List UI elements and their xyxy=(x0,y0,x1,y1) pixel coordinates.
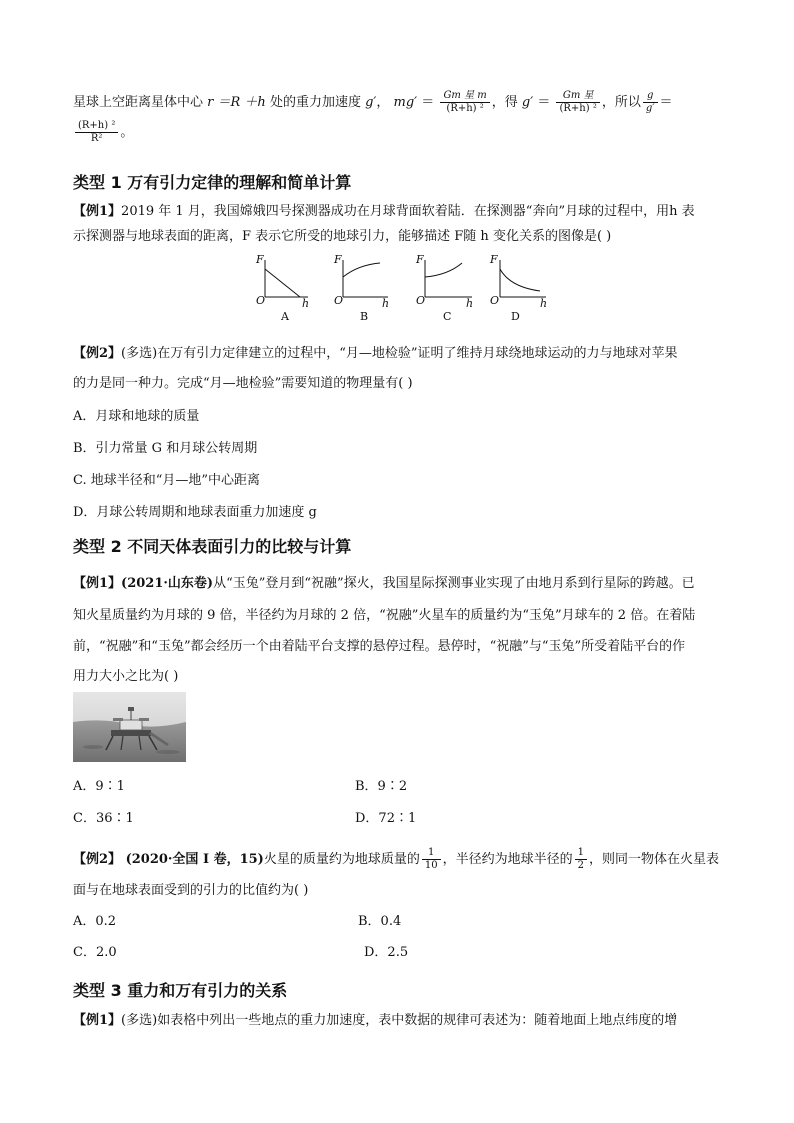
graph-c-x-label: h xyxy=(466,297,474,310)
graph-a-option: A xyxy=(281,310,289,323)
intro-eq: ＝ xyxy=(421,95,435,110)
intro-frac1-num: Gm 星 m xyxy=(440,90,489,103)
type1-heading: 类型 1 万有引力定律的理解和简单计算 xyxy=(73,173,352,192)
graph-a xyxy=(265,260,308,297)
intro-eq3: ＝ xyxy=(659,95,673,110)
type1-ex2-line1 xyxy=(73,345,677,363)
intro-text-b: 处的重力加速度 xyxy=(269,95,361,110)
intro-period: 。 xyxy=(120,125,134,140)
intro-mgp: mg′ xyxy=(393,95,418,110)
intro-frac2 xyxy=(556,90,599,115)
type2-ex2-option-c: C．2.0 xyxy=(73,945,117,960)
graph-b-curve xyxy=(343,263,380,277)
graph-c xyxy=(425,260,472,297)
graph-d-y-label: F xyxy=(490,253,498,266)
intro-comma: ， xyxy=(376,95,390,110)
type2-ex1-text1: 从“玉兔”登月到“祝融”探火，我国星际探测事业实现了由地月系到行星际的跨越。已 xyxy=(213,576,695,591)
graph-a-origin: O xyxy=(256,294,266,307)
graph-a-x-label: h xyxy=(302,297,310,310)
intro-frac2-den: (R+h) ² xyxy=(559,103,597,114)
type3-ex1-text1: (多选)如表格中列出一些地点的重力加速度，表中数据的规律可表述为：随着地面上地点纬度的增 xyxy=(121,1013,678,1028)
f-h-graphs xyxy=(250,255,550,325)
intro-eq2: ＝ xyxy=(537,95,551,110)
type2-ex1-line3: 前，“祝融”和“玉兔”都会经历一个由着陆平台支撑的悬停过程。悬停时，“祝融”与“玉兔”所受着陆平台的作 xyxy=(73,639,686,654)
type2-ex2-line2: 面与在地球表面受到的引力的比值约为( ) xyxy=(73,883,309,898)
intro-line-2 xyxy=(73,120,133,145)
intro-line xyxy=(73,90,673,115)
type2-ex2-text-b: ，半径约为地球半径的 xyxy=(442,852,573,867)
graph-b xyxy=(343,260,388,297)
intro-frac4-num: (R+h) ² xyxy=(75,120,118,133)
type2-ex1-line1 xyxy=(73,575,695,593)
intro-frac1-den: (R+h) ² xyxy=(446,103,484,114)
type2-ex2-tag: 【例2】 xyxy=(73,852,122,867)
type1-ex2-line2: 的力是同一种力。完成“月—地检验”需要知道的物理量有( ) xyxy=(73,376,413,391)
intro-frac3 xyxy=(643,90,658,115)
graph-b-x-label: h xyxy=(382,297,390,310)
type2-ex1-option-a: A．9∶1 xyxy=(73,779,125,794)
intro-r-eq: r ＝R ＋h xyxy=(207,95,266,110)
type2-ex1-line4: 用力大小之比为( ) xyxy=(73,669,179,684)
type2-ex1-option-d: D．72∶1 xyxy=(355,811,417,826)
graph-b-option: B xyxy=(360,310,369,323)
type1-ex1-tag: 【例1】 xyxy=(73,204,122,219)
type2-ex1-tag: 【例1】 xyxy=(73,576,122,591)
type1-ex2-option-a: A．月球和地球的质量 xyxy=(73,409,200,424)
type2-ex2-option-d: D．2.5 xyxy=(364,945,409,960)
graph-c-curve xyxy=(425,263,462,277)
type2-ex2-text-c: ，则同一物体在火星表 xyxy=(588,852,719,867)
type2-ex2-frac1 xyxy=(422,847,441,872)
intro-get: ，得 xyxy=(491,95,518,110)
type3-ex1-line1 xyxy=(73,1012,677,1030)
type2-ex1-option-b: B．9∶2 xyxy=(355,779,408,794)
type2-ex1-line2: 知火星质量约为月球的 9 倍，半径约为月球的 2 倍，“祝融”火星车的质量约为“玉兔”月球车的 2 倍。在着陆 xyxy=(73,608,696,623)
graph-b-y-label: F xyxy=(334,253,342,266)
intro-frac3-den: g′ xyxy=(645,103,655,114)
graph-d-origin: O xyxy=(490,294,500,307)
graph-d-curve xyxy=(500,269,540,291)
type2-ex2-frac1-den: 10 xyxy=(424,860,438,871)
intro-text-a: 星球上空距离星体中心 xyxy=(73,95,204,110)
intro-gp2: g′ xyxy=(521,95,534,110)
graph-c-y-label: F xyxy=(416,253,424,266)
type2-ex1-option-c: C．36∶1 xyxy=(73,811,134,826)
type2-ex2-option-a: A．0.2 xyxy=(73,914,117,929)
type2-ex2-frac1-num: 1 xyxy=(422,847,441,860)
rover-photo xyxy=(73,692,186,762)
graph-d xyxy=(500,260,546,297)
type2-ex2-frac2 xyxy=(575,847,587,872)
intro-so: ，所以 xyxy=(601,95,641,110)
type2-ex1-source: (2021·山东卷) xyxy=(121,576,214,591)
type1-ex2-option-c: C. 地球半径和“月—地”中心距离 xyxy=(73,473,261,488)
intro-frac3-num: g xyxy=(643,90,658,103)
type1-ex2-option-d: D．月球公转周期和地球表面重力加速度 g xyxy=(73,505,317,520)
type1-ex2-option-b: B．引力常量 G 和月球公转周期 xyxy=(73,441,258,456)
intro-gp: g′ xyxy=(365,95,377,110)
type1-ex1-line2: 示探测器与地球表面的距离，F 表示它所受的地球引力，能够描述 F随 h 变化关系的图像是( ) xyxy=(73,229,612,244)
type2-heading: 类型 2 不同天体表面引力的比较与计算 xyxy=(73,537,352,556)
type2-ex2-option-b: B．0.4 xyxy=(358,914,402,929)
type2-ex2-source: (2020·全国 I 卷，15) xyxy=(121,852,264,867)
type3-heading: 类型 3 重力和万有引力的关系 xyxy=(73,981,288,1000)
graph-d-option: D xyxy=(511,310,520,323)
intro-frac1 xyxy=(440,90,489,115)
type2-ex2-text-a: 火星的质量约为地球质量的 xyxy=(263,852,420,867)
type1-ex1-line1 xyxy=(73,203,695,221)
type2-ex2-frac2-den: 2 xyxy=(577,860,584,871)
type1-ex2-text1: (多选)在万有引力定律建立的过程中，“月—地检验”证明了维持月球绕地球运动的力与地球对苹果 xyxy=(121,346,678,361)
intro-frac2-num: Gm 星 xyxy=(556,90,599,103)
graph-d-x-label: h xyxy=(540,297,548,310)
intro-frac4-den: R² xyxy=(90,133,103,144)
graph-a-curve xyxy=(265,269,300,297)
type3-ex1-tag: 【例1】 xyxy=(73,1013,122,1028)
graph-a-y-label: F xyxy=(256,253,264,266)
intro-frac4 xyxy=(75,120,118,145)
type1-ex1-text1: 2019 年 1 月，我国嫦娥四号探测器成功在月球背面软着陆．在探测器“奔向”月球的过程中，用h 表 xyxy=(121,204,695,219)
graph-c-origin: O xyxy=(416,294,426,307)
type2-ex2-line1 xyxy=(73,846,719,874)
graph-c-option: C xyxy=(443,310,452,323)
type2-ex2-frac2-num: 1 xyxy=(575,847,587,860)
graph-b-origin: O xyxy=(334,294,344,307)
type1-ex2-tag: 【例2】 xyxy=(73,346,122,361)
